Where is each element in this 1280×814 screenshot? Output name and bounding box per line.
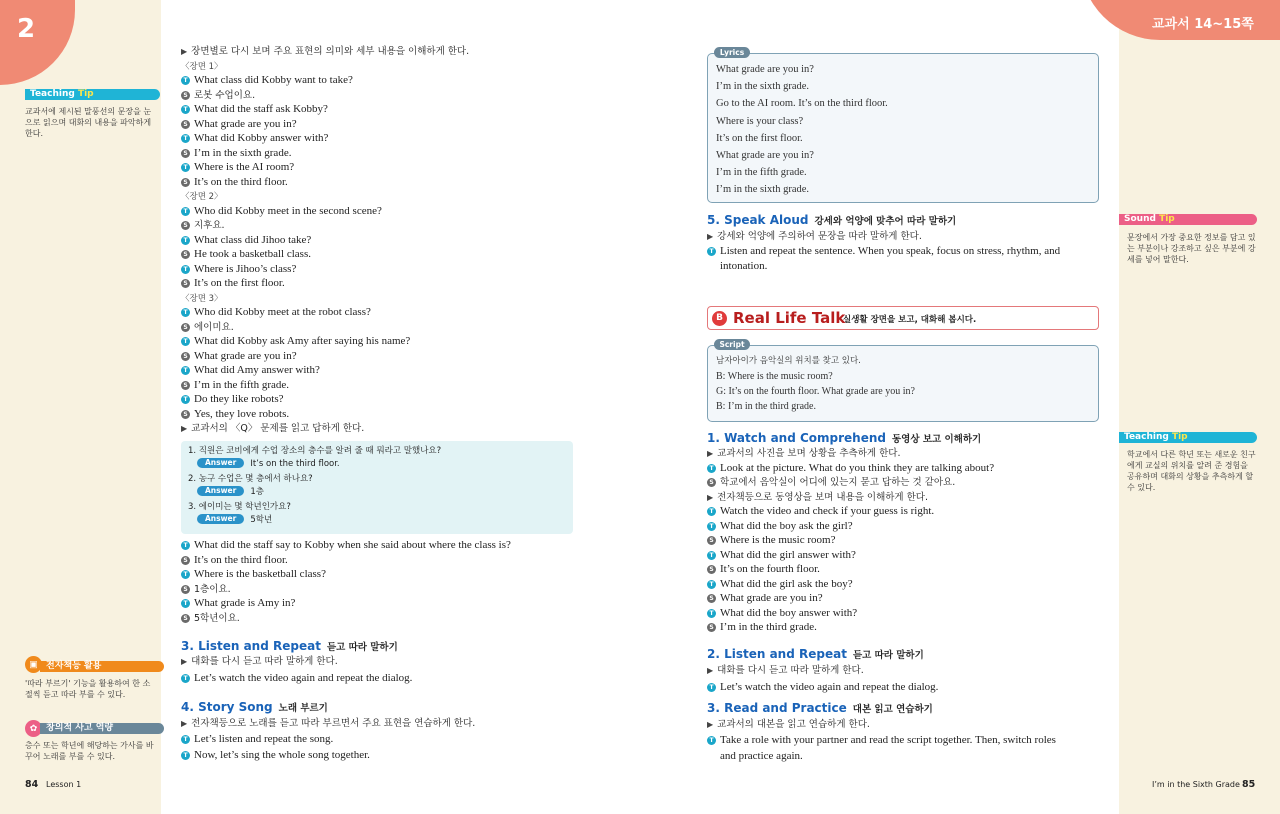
instruction-line	[181, 44, 469, 58]
teacher-line	[181, 131, 328, 145]
student-icon: S	[181, 323, 190, 332]
teacher-line	[181, 748, 370, 762]
footer-title: I’m in the Sixth Grade	[1152, 780, 1240, 789]
line-text: Let’s watch the video again and repeat the dialog.	[720, 680, 939, 693]
script-label: Script	[714, 339, 750, 350]
student-icon: S	[707, 536, 716, 545]
student-line	[181, 247, 311, 261]
student-icon: S	[181, 120, 190, 129]
box-line: I’m in the fifth grade.	[716, 167, 807, 179]
section-read-practice: 3. Read and Practice 대본 읽고 연습하기	[707, 701, 933, 715]
section-listen-repeat-2: 2. Listen and Repeat 듣고 따라 말하기	[707, 647, 924, 661]
student-icon: S	[181, 585, 190, 594]
a1: Answer It’s on the third floor.	[197, 458, 340, 471]
line-text: Where is Jihoo’s class?	[194, 262, 297, 275]
teacher-line	[707, 461, 994, 475]
line-text: What grade are you in?	[720, 592, 823, 604]
ebook-tip-text: '따라 부르기' 기능을 활용하여 한 소절씩 듣고 따라 부를 수 있다.	[25, 679, 151, 699]
teacher-line	[707, 577, 853, 591]
teacher-icon: T	[181, 105, 190, 114]
line-text: What did the staff ask Kobby?	[194, 103, 328, 115]
teacher-line	[707, 548, 856, 562]
teacher-line	[181, 262, 296, 276]
teacher-icon: T	[707, 683, 716, 692]
arrow-icon: ▶	[181, 424, 188, 433]
student-line	[707, 475, 955, 489]
section-watch-comprehend: 1. Watch and Comprehend 동영상 보고 이해하기	[707, 431, 982, 445]
teacher-line	[707, 606, 857, 620]
q1: 1. 직원은 코비에게 수업 장소의 층수를 알려 줄 때 뭐라고 말했나요?	[188, 446, 442, 456]
teacher-icon: T	[181, 207, 190, 216]
line-text: and practice again.	[720, 750, 803, 762]
line-text: 지후요.	[194, 220, 225, 231]
watch-comprehend-lines	[707, 446, 1107, 640]
right-margin	[1119, 0, 1280, 814]
line-text: Who did Kobby meet at the robot class?	[194, 306, 371, 318]
line-text: Where is the basketball class?	[194, 568, 326, 580]
student-icon: S	[181, 556, 190, 565]
teacher-icon: T	[707, 247, 716, 256]
teacher-icon: T	[181, 236, 190, 245]
left-q-followup	[181, 538, 581, 626]
teacher-icon: T	[181, 541, 190, 550]
creative-tip-title: 창의적 사고 역량	[40, 723, 164, 734]
sound-tip-text: 문장에서 가장 중요한 정보를 담고 있는 부분이나 강조하고 싶은 부분에 강세를 넣어 말한다.	[1127, 233, 1256, 264]
student-icon: S	[181, 91, 190, 100]
teacher-line	[181, 596, 295, 610]
line-text: 〈장면 3〉	[181, 293, 223, 304]
teacher-icon: T	[181, 674, 190, 683]
teacher-line	[181, 567, 326, 581]
read-practice-lines	[707, 717, 1107, 765]
teacher-icon: T	[707, 551, 716, 560]
line-text: What did the boy ask the girl?	[720, 519, 853, 532]
student-line	[181, 378, 289, 392]
teacher-icon: T	[181, 337, 190, 346]
line-text: 〈장면 1〉	[181, 61, 223, 72]
instruction-line	[181, 716, 475, 730]
section-speak-aloud: 5. Speak Aloud 강세와 억양에 맞추어 따라 말하기	[707, 213, 957, 227]
teaching-tip-text: 교과서에 제시된 말풍선의 문장을 눈으로 읽으며 대화의 내용을 파악하게 한다.	[25, 107, 152, 138]
line-text: What did Kobby ask Amy after saying his name?	[194, 335, 411, 347]
teacher-line	[181, 305, 371, 319]
box-line: B: Where is the music room?	[716, 371, 833, 382]
line-text: 대화를 다시 듣고 따라 말하게 한다.	[191, 656, 338, 667]
a3: Answer 5학년	[197, 514, 272, 527]
teacher-icon: T	[707, 522, 716, 531]
student-line	[707, 591, 823, 605]
box-line: I’m in the sixth grade.	[716, 81, 810, 93]
lyrics-label: Lyrics	[714, 47, 750, 58]
teacher-line	[181, 363, 320, 377]
line-text: What did the boy answer with?	[720, 606, 858, 619]
line-text: 교과서의 대본을 읽고 연습하게 한다.	[717, 719, 870, 730]
line-text: Take a role with your partner and read the script together. Then, switch roles	[720, 734, 1056, 746]
teacher-icon: T	[181, 134, 190, 143]
student-line	[181, 407, 289, 421]
q-answer-box	[181, 441, 573, 534]
teacher-line	[707, 504, 934, 518]
line-text: What did Amy answer with?	[194, 364, 320, 376]
page-ref: 교과서 14~15쪽	[1152, 17, 1254, 32]
line-text: What did the staff say to Kobby when she said about where the class is?	[194, 539, 511, 551]
box-line: B: I’m in the third grade.	[716, 401, 816, 412]
instruction-line	[181, 421, 364, 435]
line-text: What grade are you in?	[194, 117, 297, 130]
box-line: I’m in the sixth grade.	[716, 184, 810, 196]
left-page-number: 84	[25, 779, 39, 790]
instruction-line	[707, 229, 922, 243]
student-line	[181, 117, 297, 131]
teaching-tip-2-title: Teaching Tip	[1119, 432, 1257, 443]
real-life-title: Real Life Talk	[733, 309, 846, 327]
teacher-icon: T	[181, 163, 190, 172]
chapter-number: 2	[17, 14, 36, 44]
student-icon: S	[707, 565, 716, 574]
teacher-icon: T	[181, 570, 190, 579]
student-icon: S	[181, 149, 190, 158]
real-life-subtitle: 실생활 장면을 보고, 대화해 봅시다.	[843, 315, 977, 325]
scene-label	[181, 291, 223, 305]
line-text: 교과서의 사진을 보며 상황을 추측하게 한다.	[717, 448, 901, 459]
q3: 3. 에이미는 몇 학년인가요?	[188, 502, 291, 512]
lesson-label: Lesson 1	[46, 780, 82, 789]
box-line: What grade are you in?	[716, 150, 814, 161]
student-icon: S	[707, 623, 716, 632]
teacher-icon: T	[181, 76, 190, 85]
student-icon: S	[181, 352, 190, 361]
line-text: 〈장면 2〉	[181, 192, 223, 202]
student-icon: S	[707, 594, 716, 603]
line-text: I’m in the third grade.	[720, 621, 817, 633]
instruction-line	[707, 717, 870, 731]
line-text: Now, let’s sing the whole song together.	[194, 749, 370, 761]
line-text: 에이미요.	[194, 321, 234, 333]
arrow-icon: ▶	[707, 666, 714, 675]
student-line	[707, 620, 817, 634]
arrow-icon: ▶	[181, 719, 188, 728]
line-text: What class did Kobby want to take?	[194, 74, 353, 86]
student-icon: S	[181, 410, 190, 419]
teaching-tip-2-text: 학교에서 다른 학년 또는 새로운 친구에게 교실의 위치를 알려 준 경험을 공유하며 대화의 상황을 추측하게 할 수 있다.	[1127, 450, 1256, 492]
lyrics-box	[707, 53, 1099, 203]
teacher-line	[181, 233, 311, 247]
line-text: 전자책등으로 동영상을 보며 내용을 이해하게 한다.	[717, 491, 928, 503]
line-text: 강세와 억양에 주의하여 문장을 따라 말하게 한다.	[717, 231, 922, 242]
section-story-song: 4. Story Song 노래 부르기	[181, 700, 328, 714]
line-text: 학교에서 음악실이 어디에 있는지 묻고 답하는 것 같아요.	[720, 477, 956, 488]
instruction-line	[707, 446, 900, 460]
scene-label	[181, 189, 223, 203]
line-text: intonation.	[720, 260, 768, 272]
teacher-line	[181, 671, 412, 685]
teacher-line	[707, 680, 938, 694]
arrow-icon: ▶	[707, 720, 714, 729]
scene-label	[181, 59, 223, 73]
line-text: Watch the video and check if your guess is right.	[720, 505, 935, 517]
box-line: G: It’s on the fourth floor. What grade are you in?	[716, 386, 915, 397]
student-line	[707, 533, 835, 547]
arrow-icon: ▶	[707, 449, 714, 458]
instruction-line	[707, 490, 928, 504]
ebook-icon: ▣	[25, 656, 42, 673]
line-text: He took a basketball class.	[194, 248, 311, 260]
student-icon: S	[181, 614, 190, 623]
box-line: What grade are you in?	[716, 64, 814, 75]
student-icon: S	[181, 250, 190, 259]
teacher-line	[181, 204, 382, 218]
student-line	[181, 175, 288, 189]
line-text: Look at the picture. What do you think they are talking about?	[720, 461, 995, 474]
listen-repeat-2-lines	[707, 663, 1107, 697]
story-song-lines	[181, 716, 581, 764]
line-text: What grade are you in?	[194, 349, 297, 362]
speak-aloud-lines	[707, 229, 1107, 275]
line-text: I’m in the sixth grade.	[194, 146, 292, 159]
teacher-line	[707, 733, 1056, 747]
right-page-number: 85	[1242, 779, 1256, 790]
box-line: It’s on the first floor.	[716, 132, 803, 144]
teacher-icon: T	[181, 599, 190, 608]
line-text: It’s on the fourth floor.	[720, 563, 820, 575]
student-icon: S	[181, 279, 190, 288]
teacher-icon: T	[181, 751, 190, 760]
student-line	[707, 562, 820, 576]
student-line	[181, 320, 234, 334]
line-text: Yes, they love robots.	[194, 407, 290, 420]
teacher-line	[181, 538, 511, 552]
line-text: What did the girl answer with?	[720, 548, 856, 561]
line-text: Listen and repeat the sentence. When you speak, focus on stress, rhythm, and	[720, 245, 1061, 257]
teacher-icon: T	[707, 609, 716, 618]
student-line	[181, 582, 231, 596]
line-text: Who did Kobby meet in the second scene?	[194, 204, 382, 217]
teacher-icon: T	[181, 308, 190, 317]
line-text: 1층이요.	[194, 583, 231, 595]
q2: 2. 농구 수업은 몇 층에서 하나요?	[188, 474, 313, 484]
instruction-line	[181, 654, 338, 668]
a2: Answer 1층	[197, 486, 264, 499]
student-line	[181, 218, 225, 232]
line-text: 장면별로 다시 보며 주요 표현의 의미와 세부 내용을 이해하게 한다.	[191, 46, 470, 57]
teacher-icon: T	[707, 736, 716, 745]
arrow-icon: ▶	[181, 657, 188, 666]
line-text: 5학년이요.	[194, 612, 240, 624]
student-icon: S	[707, 478, 716, 487]
student-icon: S	[181, 178, 190, 187]
teacher-line	[181, 160, 294, 174]
line-text: Let’s listen and repeat the song.	[194, 733, 334, 745]
listen-repeat-lines	[181, 654, 581, 688]
line-text: What class did Jihoo take?	[194, 233, 312, 246]
line-text: What grade is Amy in?	[194, 597, 296, 609]
teacher-line	[181, 392, 284, 406]
student-line	[181, 553, 288, 567]
line-text: It’s on the first floor.	[194, 277, 285, 289]
continued-line	[720, 749, 803, 763]
student-line	[181, 349, 297, 363]
line-text: What did the girl ask the boy?	[720, 577, 853, 590]
line-text: Where is the AI room?	[194, 161, 295, 173]
ebook-tip-title: 전자책등 활용	[40, 661, 164, 672]
line-text: Where is the music room?	[720, 534, 836, 546]
student-line	[181, 611, 240, 625]
student-icon: S	[181, 381, 190, 390]
left-main-list	[181, 44, 581, 437]
teacher-icon: T	[181, 395, 190, 404]
line-text: I’m in the fifth grade.	[194, 378, 289, 391]
teacher-line	[181, 73, 353, 87]
creative-tip-text: 층수 또는 학년에 해당하는 가사를 바꾸어 노래를 부를 수 있다.	[25, 741, 154, 761]
box-line: Where is your class?	[716, 115, 804, 127]
student-icon: S	[181, 221, 190, 230]
teacher-icon: T	[707, 580, 716, 589]
line-text: 교과서의 〈Q〉 문제를 읽고 답하게 한다.	[191, 423, 365, 434]
real-life-talk-banner	[707, 306, 1099, 330]
line-text: It’s on the third floor.	[194, 175, 288, 188]
sound-tip-title: Sound Tip	[1119, 214, 1257, 225]
arrow-icon: ▶	[707, 232, 714, 241]
teacher-line	[707, 519, 853, 533]
section-listen-repeat: 3. Listen and Repeat 듣고 따라 말하기	[181, 639, 398, 653]
line-text: 대화를 다시 듣고 따라 말하게 한다.	[717, 665, 864, 676]
teacher-line	[707, 244, 1060, 258]
box-line: 남자아이가 음악실의 위치를 찾고 있다.	[716, 356, 861, 366]
continued-line	[720, 259, 767, 273]
teacher-icon: T	[707, 507, 716, 516]
real-life-badge: B	[712, 311, 727, 326]
instruction-line	[707, 663, 864, 677]
teacher-line	[181, 334, 410, 348]
teacher-icon: T	[181, 366, 190, 375]
teaching-tip-title: Teaching Tip	[25, 89, 160, 100]
box-line: Go to the AI room. It’s on the third floor.	[716, 98, 888, 110]
teacher-line	[181, 732, 333, 746]
student-line	[181, 276, 285, 290]
teacher-icon: T	[181, 265, 190, 274]
student-line	[181, 88, 255, 102]
script-box	[707, 345, 1099, 422]
line-text: It’s on the third floor.	[194, 553, 288, 566]
line-text: 전자책등으로 노래를 듣고 따라 부르면서 주요 표현을 연습하게 한다.	[191, 718, 476, 729]
student-line	[181, 146, 291, 160]
creative-icon: ✿	[25, 720, 42, 737]
arrow-icon: ▶	[707, 492, 714, 502]
line-text: What did Kobby answer with?	[194, 132, 329, 144]
line-text: Do they like robots?	[194, 393, 284, 405]
teacher-line	[181, 102, 328, 116]
line-text: 로봇 수업이요.	[194, 89, 256, 101]
teacher-icon: T	[181, 735, 190, 744]
line-text: Let’s watch the video again and repeat the dialog.	[194, 671, 413, 684]
arrow-icon: ▶	[181, 47, 188, 56]
teacher-icon: T	[707, 464, 716, 473]
